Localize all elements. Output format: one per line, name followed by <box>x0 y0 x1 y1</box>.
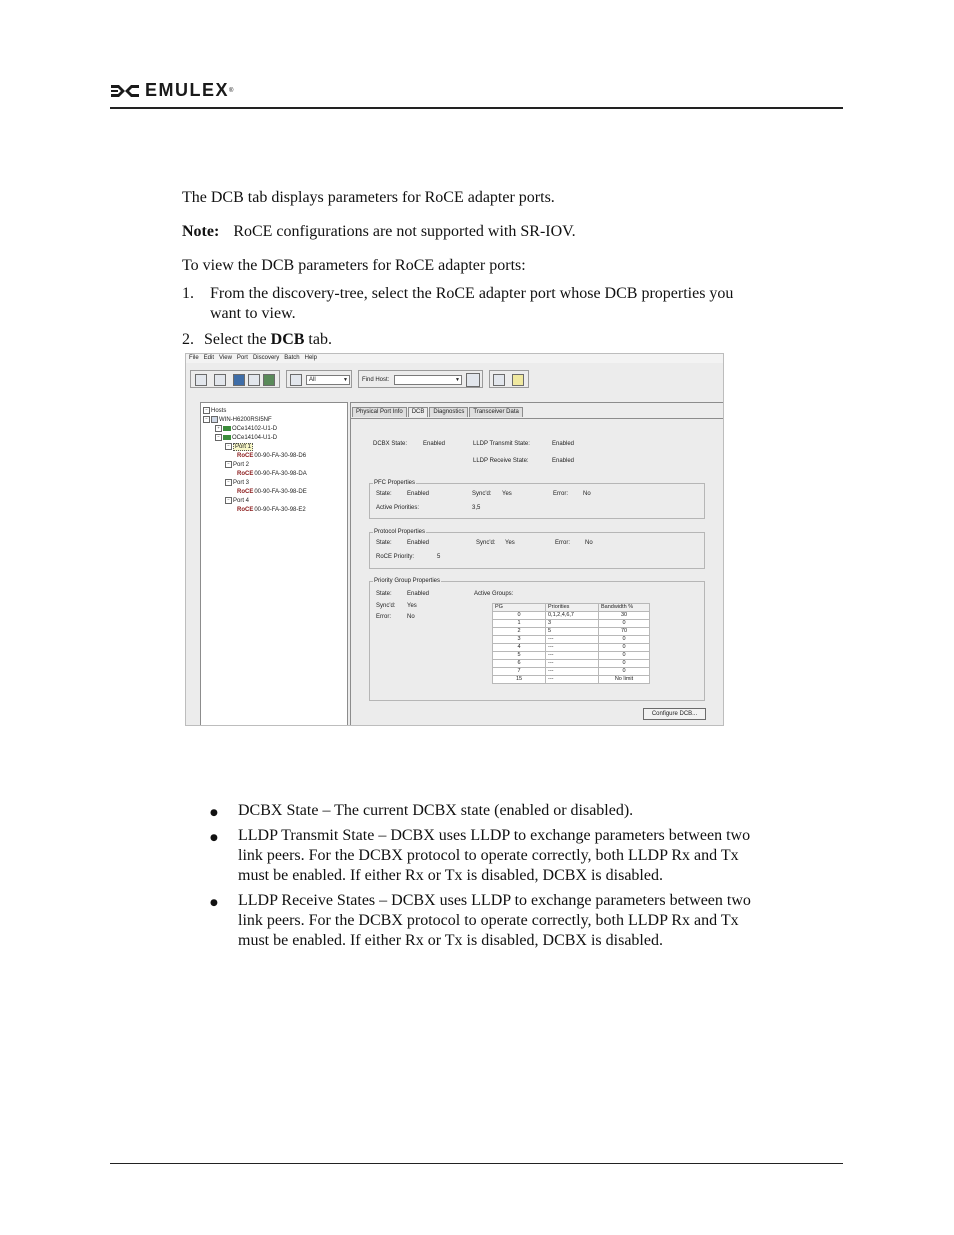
menu-view[interactable]: View <box>219 355 232 361</box>
tree-adapter-2[interactable]: − OCe14104-U1-D <box>215 434 277 442</box>
help-pointer-icon[interactable] <box>493 374 505 386</box>
host-view-icon[interactable] <box>233 374 245 386</box>
roce-icon: RoCE <box>237 507 254 513</box>
table-row <box>493 644 650 652</box>
header-rule <box>110 107 843 109</box>
tree-port-3[interactable]: − Port 3 <box>225 479 249 487</box>
priorities-cell: 5 <box>546 628 599 636</box>
protocol-properties-group <box>369 529 705 569</box>
priorities-cell: 0,1,2,4,6,7 <box>546 612 599 620</box>
tree-hosts[interactable]: − Hosts <box>203 407 226 415</box>
step-2-pre: Select the <box>204 331 271 348</box>
bullet-dot-icon: ● <box>210 833 218 843</box>
pg-state-label: State: <box>376 591 392 597</box>
priorities-cell: --- <box>546 660 599 668</box>
pg-cell: 1 <box>493 620 546 628</box>
fabric-view-icon[interactable] <box>248 374 260 386</box>
protocol-sync-label: Sync'd: <box>476 540 496 546</box>
steps-intro: To view the DCB parameters for RoCE adapter ports: <box>182 257 526 274</box>
pg-cell: 4 <box>493 644 546 652</box>
tab-strip <box>352 407 524 417</box>
menu-discovery[interactable]: Discovery <box>252 355 280 361</box>
pg-cell: 7 <box>493 668 546 676</box>
emulex-logo <box>110 80 233 101</box>
priorities-cell: --- <box>546 644 599 652</box>
pfc-sync-value: Yes <box>502 491 512 497</box>
priorities-cell: 3 <box>546 620 599 628</box>
step-2-post: tab. <box>304 331 332 348</box>
priority-group-table <box>492 603 650 684</box>
chevron-down-icon: ▼ <box>343 377 348 383</box>
pfc-state-label: State: <box>376 491 392 497</box>
configure-dcb-button[interactable]: Configure DCB... <box>643 708 706 720</box>
collapse-icon: − <box>203 416 210 423</box>
bullet-3-line-2: link peers. For the DCBX protocol to operate correctly, both LLDP Rx and Tx <box>238 912 739 929</box>
tree-port-2-roce[interactable]: RoCE00-90-FA-30-98-DA <box>237 471 307 477</box>
lldp-transmit-label: LLDP Transmit State: <box>473 441 530 447</box>
protocol-state-label: State: <box>376 540 392 546</box>
pfc-sync-label: Sync'd: <box>472 491 492 497</box>
discover-icon[interactable] <box>195 374 207 386</box>
bandwidth-cell: 0 <box>599 620 650 628</box>
pfc-properties-title: PFC Properties <box>374 480 416 486</box>
find-host-label: Find Host: <box>362 377 390 383</box>
collapse-icon: − <box>225 461 232 468</box>
pg-cell: 0 <box>493 612 546 620</box>
collapse-icon: − <box>225 479 232 486</box>
priority-group-properties-group <box>369 578 705 701</box>
batch-icon[interactable] <box>214 374 226 386</box>
expand-icon: + <box>215 425 222 432</box>
priority-group-table-body <box>493 612 650 684</box>
trademark: ® <box>229 87 234 94</box>
emulex-mark-icon <box>110 83 140 99</box>
table-row <box>493 676 650 684</box>
tree-port-2[interactable]: − Port 2 <box>225 461 249 469</box>
pg-cell: 2 <box>493 628 546 636</box>
step-2 <box>182 330 332 350</box>
menu-batch[interactable]: Batch <box>284 355 300 361</box>
tab-divider <box>351 418 724 419</box>
pg-sync-label: Sync'd: <box>376 603 396 609</box>
find-host-input[interactable] <box>394 375 462 385</box>
bullet-3 <box>210 891 218 913</box>
lldp-transmit-value: Enabled <box>552 441 575 447</box>
bandwidth-cell: 70 <box>599 628 650 636</box>
menu-help[interactable]: Help <box>304 355 317 361</box>
bullet-2-line-2: link peers. For the DCBX protocol to operate correctly, both LLDP Rx and Tx <box>238 847 739 864</box>
bandwidth-cell: 30 <box>599 612 650 620</box>
step-2-number: 2. <box>182 331 194 348</box>
col-pg: PG <box>493 604 546 612</box>
roce-icon: RoCE <box>237 471 254 477</box>
menu-bar <box>186 354 724 363</box>
protocol-properties-title: Protocol Properties <box>374 529 426 535</box>
step-1-number: 1. <box>182 285 194 302</box>
bullet-dot-icon: ● <box>210 808 218 818</box>
tab-physical-port-info[interactable]: Physical Port Info <box>352 407 407 417</box>
filter-icon[interactable] <box>290 374 302 386</box>
tree-adapter-1[interactable]: + OCe14102-U1-D <box>215 425 277 433</box>
dcbx-state-label: DCBX State: <box>373 441 408 447</box>
bandwidth-cell: 0 <box>599 668 650 676</box>
step-1-text: From the discovery-tree, select the RoCE adapter port whose DCB properties you <box>210 285 734 302</box>
bullet-3-line-1: LLDP Receive States – DCBX uses LLDP to exchange parameters between two <box>238 892 751 909</box>
protocol-sync-value: Yes <box>505 540 515 546</box>
bandwidth-cell: 0 <box>599 644 650 652</box>
table-row <box>493 668 650 676</box>
toolbar <box>186 366 723 392</box>
col-bandwidth: Bandwidth % <box>599 604 650 612</box>
priorities-cell: --- <box>546 652 599 660</box>
menu-port[interactable]: Port <box>236 355 248 361</box>
vport-view-icon[interactable] <box>263 374 275 386</box>
roce-icon: RoCE <box>237 453 254 459</box>
tree-port-1[interactable]: − Port 1 <box>225 443 253 451</box>
brand-name: EMULEX <box>145 80 230 100</box>
table-row <box>493 636 650 644</box>
bandwidth-cell: No limit <box>599 676 650 684</box>
bullet-1 <box>210 801 634 823</box>
pfc-error-label: Error: <box>553 491 568 497</box>
server-icon <box>211 416 218 423</box>
pfc-state-value: Enabled <box>407 491 430 497</box>
active-groups-label: Active Groups: <box>474 591 514 597</box>
find-host-search-icon[interactable] <box>466 373 480 387</box>
bandwidth-cell: 0 <box>599 660 650 668</box>
bullet-3-line-3: must be enabled. If either Rx or Tx is disabled, DCBX is disabled. <box>238 932 663 949</box>
table-row <box>493 628 650 636</box>
table-header-row <box>493 604 650 612</box>
roce-priority-value: 5 <box>437 554 441 560</box>
bullet-2-line-1: LLDP Transmit State – DCBX uses LLDP to exchange parameters between two <box>238 827 751 844</box>
pg-cell: 3 <box>493 636 546 644</box>
protocol-state-value: Enabled <box>407 540 430 546</box>
bullet-2-line-3: must be enabled. If either Rx or Tx is disabled, DCBX is disabled. <box>238 867 663 884</box>
table-row <box>493 620 650 628</box>
table-row <box>493 652 650 660</box>
step-1-text-cont: want to view. <box>210 305 296 322</box>
col-priorities: Priorities <box>546 604 599 612</box>
app-screenshot <box>185 353 724 726</box>
priorities-cell: --- <box>546 676 599 684</box>
collapse-icon: − <box>215 434 222 441</box>
note-label: Note: <box>182 223 220 240</box>
tab-dcb[interactable]: DCB <box>408 407 429 417</box>
bullet-1-text: DCBX State – The current DCBX state (enabled or disabled). <box>238 802 634 819</box>
help-icon[interactable] <box>512 374 524 386</box>
pg-cell: 6 <box>493 660 546 668</box>
protocol-error-label: Error: <box>555 540 570 546</box>
menu-edit[interactable]: Edit <box>203 355 215 361</box>
pg-sync-value: Yes <box>407 603 417 609</box>
roce-icon: RoCE <box>237 489 254 495</box>
tree-host[interactable]: − WIN-H6200RSI5NF <box>203 416 272 424</box>
priority-group-title: Priority Group Properties <box>374 578 441 584</box>
view-filter-select[interactable] <box>306 375 350 385</box>
discovery-tree <box>200 402 348 726</box>
table-row <box>493 612 650 620</box>
bandwidth-cell: 0 <box>599 652 650 660</box>
chevron-down-icon: ▼ <box>455 377 460 383</box>
tree-port-3-roce[interactable]: RoCE00-90-FA-30-98-DE <box>237 489 307 495</box>
lldp-receive-label: LLDP Receive State: <box>473 458 529 464</box>
pg-error-value: No <box>407 614 415 620</box>
pfc-properties-group <box>369 480 705 519</box>
priorities-cell: --- <box>546 668 599 676</box>
pfc-error-value: No <box>583 491 591 497</box>
roce-priority-label: RoCE Priority: <box>376 554 415 560</box>
pg-state-value: Enabled <box>407 591 430 597</box>
intro-line: The DCB tab displays parameters for RoCE adapter ports. <box>182 189 555 206</box>
collapse-icon: − <box>225 497 232 504</box>
tree-port-1-roce[interactable]: RoCE00-90-FA-30-98-D6 <box>237 453 307 459</box>
tab-diagnostics[interactable]: Diagnostics <box>429 407 468 417</box>
pfc-active-value: 3,5 <box>472 505 481 511</box>
bandwidth-cell: 0 <box>599 636 650 644</box>
adapter-icon <box>223 426 231 431</box>
adapter-icon <box>223 435 231 440</box>
pfc-active-label: Active Priorities: <box>376 505 420 511</box>
note <box>182 222 576 242</box>
lldp-receive-value: Enabled <box>552 458 575 464</box>
bullet-2 <box>210 826 218 848</box>
dcbx-state-value: Enabled <box>423 441 446 447</box>
step-2-bold: DCB <box>270 331 305 348</box>
protocol-error-value: No <box>585 540 593 546</box>
collapse-icon: − <box>203 407 210 414</box>
tab-transceiver-data[interactable]: Transceiver Data <box>469 407 522 417</box>
tree-port-4[interactable]: − Port 4 <box>225 497 249 505</box>
table-row <box>493 660 650 668</box>
collapse-icon: − <box>225 443 232 450</box>
pg-error-label: Error: <box>376 614 391 620</box>
tree-port-4-roce[interactable]: RoCE00-90-FA-30-98-E2 <box>237 507 306 513</box>
pg-cell: 15 <box>493 676 546 684</box>
priorities-cell: --- <box>546 636 599 644</box>
pg-cell: 5 <box>493 652 546 660</box>
note-text: RoCE configurations are not supported with SR-IOV. <box>233 223 576 240</box>
view-filter-value: All <box>309 377 316 383</box>
details-pane <box>350 402 724 726</box>
bullet-dot-icon: ● <box>210 898 218 908</box>
menu-file[interactable]: File <box>189 355 199 361</box>
footer-rule <box>110 1163 843 1164</box>
